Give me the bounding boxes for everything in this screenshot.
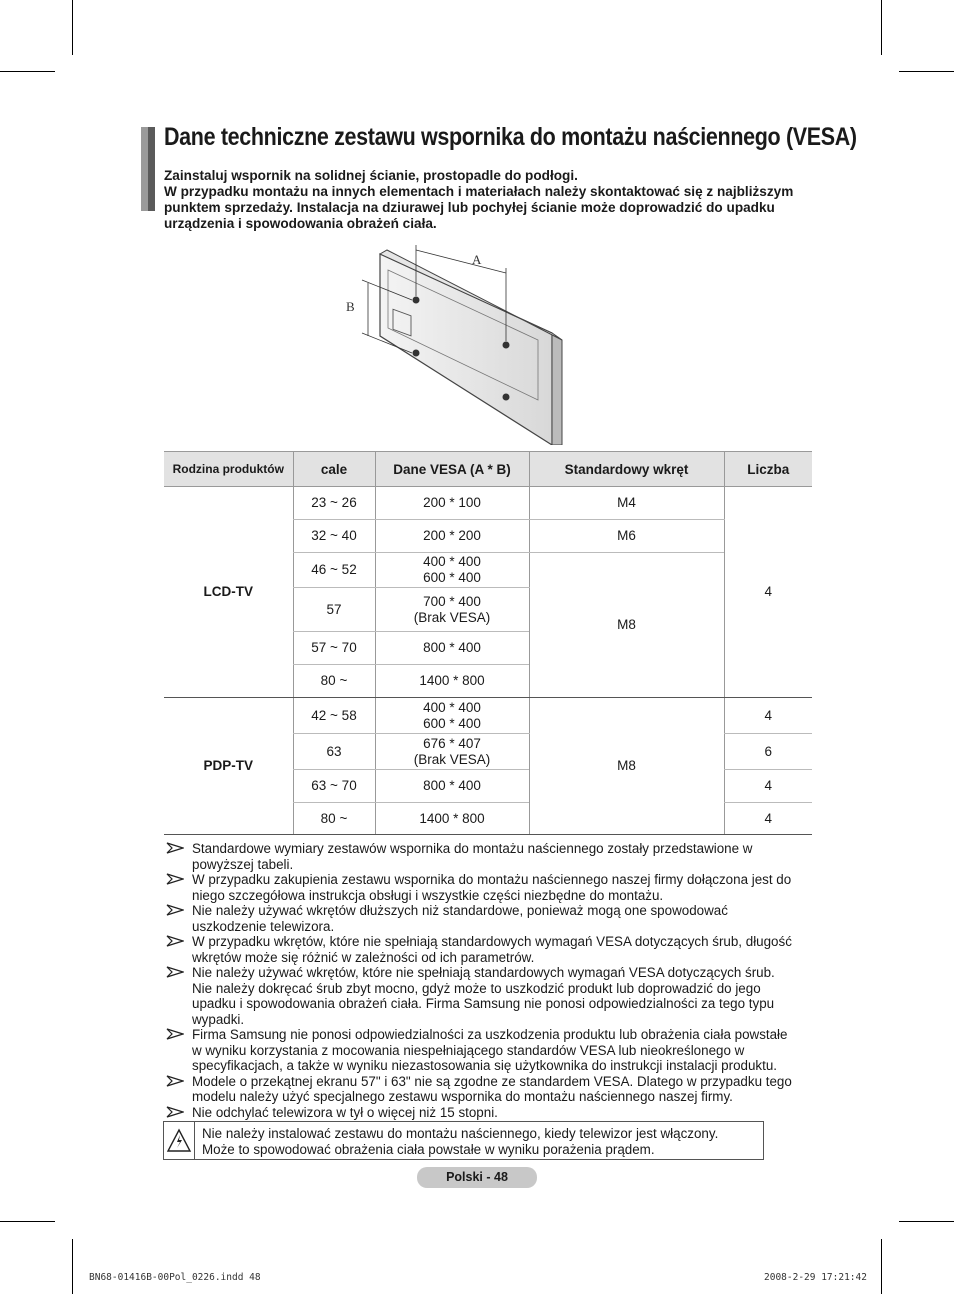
vesa-cell: [375, 553, 529, 588]
crop-mark: [72, 1239, 73, 1294]
mount-hole: [413, 297, 420, 304]
col-header-screw: Standardowy wkręt: [529, 452, 724, 487]
note-line: modelu należy użyć specjalnego zestawu wspornika do montażu naściennego naszej firmy.: [192, 1089, 733, 1104]
title-accent-bar: [141, 127, 148, 211]
vesa-value: (Brak VESA): [413, 609, 491, 625]
note-line: upadku i spowodowania obrażeń ciała. Firma Samsung nie ponosi odpowiedzialności za tego typu: [192, 996, 775, 1011]
crop-mark: [899, 1221, 954, 1222]
note-line: uszkodzenie telewizora.: [192, 918, 335, 934]
dimension-line-a: [416, 250, 506, 273]
mount-hole: [413, 350, 420, 357]
page-title: Dane techniczne zestawu wspornika do montażu naściennego (VESA): [164, 123, 857, 151]
footer-timestamp: 2008-2-29 17:21:42: [764, 1272, 867, 1283]
note-line: Nie należy używać wkrętów, które nie spełniają standardowych wymagań VESA dotyczących śrub.: [192, 965, 775, 980]
vesa-cell: [375, 520, 529, 553]
tv-back-panel: [380, 254, 552, 445]
note-item: [164, 1074, 824, 1105]
arrow-bullet-icon: [166, 1075, 184, 1087]
vesa-value: (Brak VESA): [413, 751, 491, 767]
note-line: Nie należy używać wkrętów dłuższych niż standardowe, ponieważ mogą one spowodować: [192, 903, 728, 918]
screw-cell: M8: [529, 698, 724, 835]
count-cell: 4: [724, 487, 812, 698]
inch-cell: 32 ~ 40: [293, 520, 375, 553]
inch-cell: 57: [293, 588, 375, 632]
warning-triangle-icon: [164, 1122, 194, 1159]
vesa-cell: [375, 734, 529, 770]
inch-cell: 23 ~ 26: [293, 487, 375, 520]
note-line: W przypadku wkrętów, które nie spełniają standardowych wymagań VESA dotyczących śrub, długość: [192, 934, 792, 949]
screw-cell: M8: [529, 553, 724, 698]
count-cell: 6: [724, 734, 812, 770]
notes-list: [164, 841, 824, 1120]
warning-box: [163, 1121, 764, 1160]
dimension-label-a: A: [472, 252, 482, 267]
vesa-value: 600 * 400: [423, 715, 481, 731]
intro-text: [164, 168, 824, 232]
inch-cell: 63: [293, 734, 375, 770]
inch-cell: 46 ~ 52: [293, 553, 375, 588]
warning-line: Nie należy instalować zestawu do montażu naściennego, kiedy telewizor jest włączony.: [202, 1126, 719, 1141]
vesa-cell: [375, 698, 529, 734]
note-line: Nie należy dokręcać śrub zbyt mocno, gdyż może to uszkodzić produkt lub doprowadzić do jego: [192, 980, 761, 996]
inch-cell: 80 ~: [293, 665, 375, 698]
note-line: Modele o przekątnej ekranu 57" i 63" nie są zgodne ze standardem VESA. Dlatego w przypadku tego: [192, 1073, 792, 1089]
arrow-bullet-icon: [166, 1028, 184, 1040]
warning-line: Może to spowodować obrażenia ciała powstałe w wyniku porażenia prądem.: [202, 1141, 655, 1157]
note-item: [164, 872, 824, 903]
crop-mark: [72, 0, 73, 55]
note-line: Firma Samsung nie ponosi odpowiedzialności za uszkodzenia produktu lub obrażenia ciała powstałe: [192, 1027, 788, 1042]
crop-mark: [881, 0, 882, 55]
note-item: [164, 934, 824, 965]
vesa-cell: [375, 770, 529, 803]
warning-icon-cell: [164, 1122, 195, 1159]
note-line: wypadki.: [192, 1011, 245, 1027]
screw-cell: M4: [529, 487, 724, 520]
note-line: niego szczegółowa instrukcja obsługi i wszystkie części niezbędne do montażu.: [192, 887, 664, 903]
note-line: Nie odchylać telewizora w tył o więcej niż 15 stopni.: [192, 1104, 498, 1120]
mount-hole: [503, 394, 510, 401]
vesa-value: 700 * 400: [423, 593, 481, 609]
crop-mark: [881, 1239, 882, 1294]
inch-cell: 63 ~ 70: [293, 770, 375, 803]
vesa-cell: [375, 665, 529, 698]
table-header-row: [164, 452, 812, 487]
col-header-family: Rodzina produktów: [164, 452, 293, 487]
vesa-value: 1400 * 800: [419, 673, 485, 688]
note-item: [164, 1027, 824, 1074]
vesa-cell: [375, 588, 529, 632]
warning-text: [202, 1126, 718, 1157]
table-row: [164, 487, 812, 520]
col-header-vesa: Dane VESA (A * B): [375, 452, 529, 487]
dimension-label-b: B: [346, 299, 355, 314]
vesa-cell: [375, 632, 529, 665]
vesa-value: 400 * 400: [423, 554, 481, 569]
inch-cell: 57 ~ 70: [293, 632, 375, 665]
note-item: [164, 965, 824, 1027]
tv-side-edge: [552, 333, 562, 445]
inch-cell: 80 ~: [293, 803, 375, 835]
note-item: [164, 903, 824, 934]
intro-line: punktem sprzedaży. Instalacja na dziurawej lub pochyłej ścianie może doprowadzić do upadku: [164, 200, 775, 215]
note-line: w wyniku korzystania z mocowania niespełniającego standardów VESA lub nieokreślonego w: [192, 1042, 745, 1058]
intro-line: urządzenia i spowodowania obrażeń ciała.: [164, 216, 437, 231]
intro-line: Zainstaluj wspornik na solidnej ścianie, prostopadle do podłogi.: [164, 168, 578, 183]
intro-line: W przypadku montażu na innych elementach i materiałach należy skontaktować się z najbliższym: [164, 184, 794, 199]
family-cell: LCD-TV: [164, 487, 293, 698]
vesa-value: 200 * 200: [423, 528, 481, 543]
family-cell: PDP-TV: [164, 698, 293, 835]
col-header-count: Liczba: [724, 452, 812, 487]
arrow-bullet-icon: [166, 935, 184, 947]
page-number-badge: Polski - 48: [417, 1167, 537, 1188]
title-accent-bar: [148, 127, 155, 211]
vesa-cell: [375, 487, 529, 520]
mount-hole: [503, 342, 510, 349]
count-cell: 4: [724, 770, 812, 803]
note-line: specyfikacjach, a także w wyniku niezastosowania się użytkownika do instrukcji instalacji produktu.: [192, 1058, 777, 1073]
vesa-value: 676 * 407: [423, 735, 481, 751]
count-cell: 4: [724, 698, 812, 734]
arrow-bullet-icon: [166, 966, 184, 978]
note-item: [164, 841, 824, 872]
vesa-value: 800 * 400: [423, 640, 481, 655]
vesa-value: 400 * 400: [423, 699, 481, 715]
arrow-bullet-icon: [166, 873, 184, 885]
note-line: powyższej tabeli.: [192, 856, 294, 872]
vesa-value: 800 * 400: [423, 778, 481, 793]
vesa-value: 200 * 100: [423, 495, 481, 510]
table-row: [164, 698, 812, 734]
note-item: [164, 1105, 824, 1121]
note-line: W przypadku zakupienia zestawu wspornika do montażu naściennego naszej firmy dołączona jest do: [192, 872, 792, 887]
arrow-bullet-icon: [166, 842, 184, 854]
vesa-cell: [375, 803, 529, 835]
arrow-bullet-icon: [166, 1106, 184, 1118]
vesa-spec-table: [164, 451, 812, 835]
col-header-inch: cale: [293, 452, 375, 487]
crop-mark: [0, 1221, 55, 1222]
arrow-bullet-icon: [166, 904, 184, 916]
vesa-value: 600 * 400: [423, 570, 481, 585]
screw-cell: M6: [529, 520, 724, 553]
crop-mark: [899, 71, 954, 72]
footer-file-info: BN68-01416B-00Pol_0226.indd 48: [89, 1272, 261, 1283]
count-cell: 4: [724, 803, 812, 835]
inch-cell: 42 ~ 58: [293, 698, 375, 734]
tv-vesa-diagram: [340, 240, 580, 445]
crop-mark: [0, 71, 55, 72]
vesa-value: 1400 * 800: [419, 810, 485, 826]
note-line: wkrętów może się różnić w zależności od ich parametrów.: [192, 949, 535, 965]
note-line: Standardowe wymiary zestawów wspornika do montażu naściennego zostały przedstawione w: [192, 841, 753, 856]
